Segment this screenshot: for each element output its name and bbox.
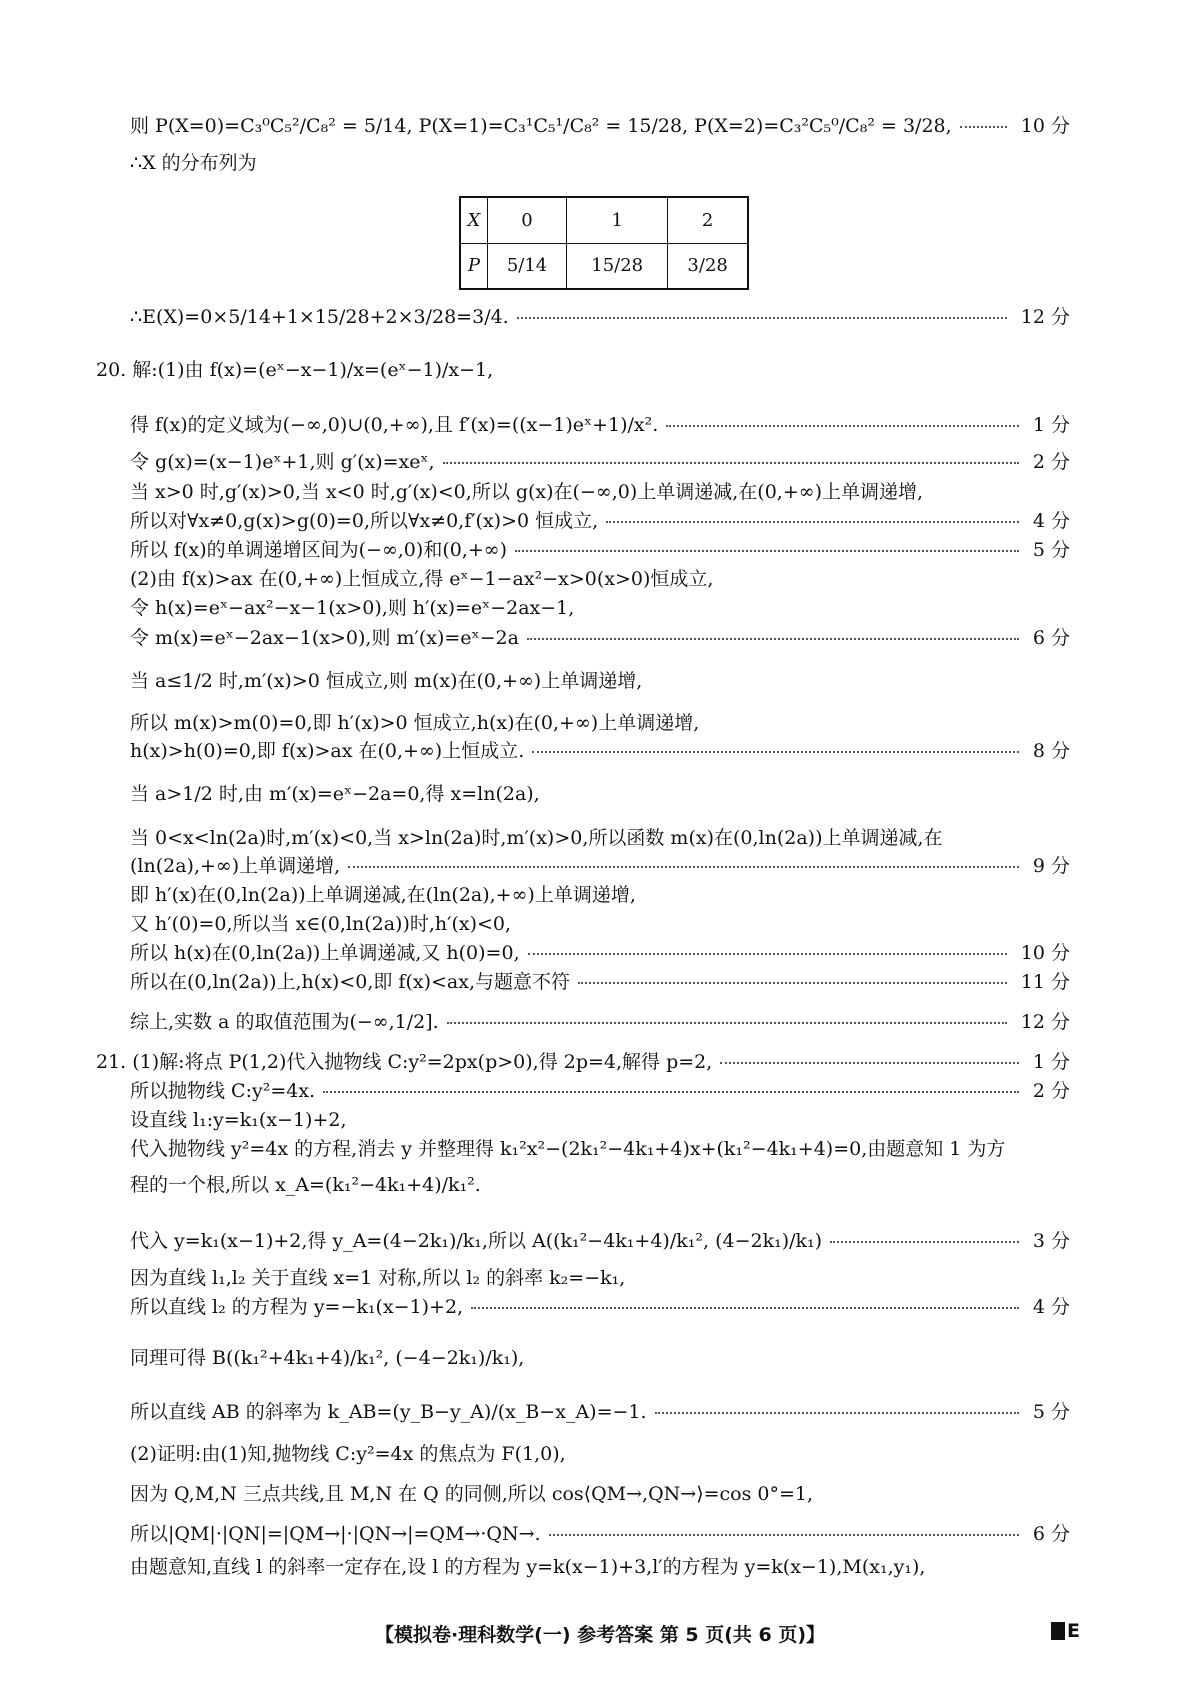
solution-line: 设直线 l₁:y=k₁(x−1)+2,	[130, 1109, 347, 1131]
table-row	[460, 197, 748, 243]
solution-line: 所以 m(x)>m(0)=0,即 h′(x)>0 恒成立,h(x)在(0,+∞)上单调递增,	[130, 712, 700, 734]
solution-line: 当 a>1/2 时,由 m′(x)=eˣ−2a=0,得 x=ln(2a),	[130, 783, 540, 805]
solution-line: 所以直线 AB 的斜率为 k_AB=(y_B−y_A)/(x_B−x_A)=−1. 5 分	[130, 1401, 1070, 1423]
solution-line: 当 0<x<ln(2a)时,m′(x)<0,当 x>ln(2a)时,m′(x)>0,所以函数 m(x)在(0,ln(2a))上单调递减,在	[130, 827, 943, 849]
leader-dots	[666, 424, 1019, 427]
solution-line: (2)由 f(x)>ax 在(0,+∞)上恒成立,得 eˣ−1−ax²−x>0(x>0)恒成立,	[130, 568, 714, 590]
solution-line: 所以直线 l₂ 的方程为 y=−k₁(x−1)+2, 4 分	[130, 1296, 1070, 1318]
solution-line: 因为直线 l₁,l₂ 关于直线 x=1 对称,所以 l₂ 的斜率 k₂=−k₁,	[130, 1267, 626, 1289]
leader-dots	[655, 1411, 1019, 1414]
leader-dots	[720, 1061, 1019, 1064]
solution-line: 综上,实数 a 的取值范围为(−∞,1/2]. 12 分	[130, 1011, 1070, 1033]
leader-dots	[960, 125, 1007, 128]
solution-line: (2)证明:由(1)知,抛物线 C:y²=4x 的焦点为 F(1,0),	[130, 1443, 566, 1465]
solution-line: ∴E(X)=0×5/14+1×15/28+2×3/28=3/4. 12 分	[130, 306, 1070, 328]
solution-line: 所以 f(x)的单调递增区间为(−∞,0)和(0,+∞) 5 分	[130, 539, 1070, 561]
solution-line: 所以抛物线 C:y²=4x. 2 分	[130, 1080, 1070, 1102]
leader-dots	[348, 865, 1019, 868]
table-cell: 0	[487, 197, 566, 243]
solution-line: 代入 y=k₁(x−1)+2,得 y_A=(4−2k₁)/k₁,所以 A((k₁²−4k₁+4)/k₁², (4−2k₁)/k₁) 3 分	[130, 1230, 1070, 1252]
solution-line: 令 g(x)=(x−1)eˣ+1,则 g′(x)=xeˣ, 2 分	[130, 451, 1070, 473]
corner-mark: E	[1051, 1620, 1080, 1642]
leader-dots	[323, 1090, 1019, 1093]
solution-line: 同理可得 B((k₁²+4k₁+4)/k₁², (−4−2k₁)/k₁),	[130, 1347, 525, 1369]
leader-dots	[830, 1240, 1019, 1243]
leader-dots	[578, 981, 1007, 984]
solution-line: 又 h′(0)=0,所以当 x∈(0,ln(2a))时,h′(x)<0,	[130, 913, 512, 935]
leader-dots	[471, 1306, 1019, 1309]
solution-line: 则 P(X=0)=C₃⁰C₅²/C₈² = 5/14, P(X=1)=C₃¹C₅¹/C₈² = 15/28, P(X=2)=C₃²C₅⁰/C₈² = 3/28, 10 分	[130, 115, 1070, 137]
solution-line: 21. (1)解:将点 P(1,2)代入抛物线 C:y²=2px(p>0),得 2p=4,解得 p=2, 1 分	[96, 1051, 1070, 1073]
solution-line: 当 a≤1/2 时,m′(x)>0 恒成立,则 m(x)在(0,+∞)上单调递增,	[130, 670, 643, 692]
solution-line: 程的一个根,所以 x_A=(k₁²−4k₁+4)/k₁².	[130, 1174, 481, 1196]
table-cell: 15/28	[567, 243, 668, 289]
table-cell: 3/28	[668, 243, 748, 289]
leader-dots	[443, 461, 1019, 464]
solution-line: 代入抛物线 y²=4x 的方程,消去 y 并整理得 k₁²x²−(2k₁²−4k₁+4)x+(k₁²−4k₁+4)=0,由题意知 1 为方	[130, 1138, 1006, 1160]
table-cell: 5/14	[487, 243, 566, 289]
leader-dots	[527, 637, 1019, 640]
leader-dots	[606, 520, 1019, 523]
solution-line: 20. 解:(1)由 f(x)=(eˣ−x−1)/x=(eˣ−1)/x−1,	[96, 359, 494, 381]
table-cell: 2	[668, 197, 748, 243]
table-cell: X	[460, 197, 487, 243]
solution-line: 由题意知,直线 l 的斜率一定存在,设 l 的方程为 y=k(x−1)+3,l′的方程为 y=k(x−1),M(x₁,y₁),	[130, 1556, 926, 1578]
solution-line: 即 h′(x)在(0,ln(2a))上单调递减,在(ln(2a),+∞)上单调递增,	[130, 884, 636, 906]
solution-line: 所以|QM|·|QN|=|QM→|·|QN→|=QM→·QN→. 6 分	[130, 1523, 1070, 1545]
solution-line: 得 f(x)的定义域为(−∞,0)∪(0,+∞),且 f′(x)=((x−1)eˣ+1)/x². 1 分	[130, 414, 1070, 436]
leader-dots	[515, 549, 1019, 552]
square-icon	[1051, 1622, 1065, 1640]
leader-dots	[549, 1533, 1019, 1536]
solution-line: 令 m(x)=eˣ−2ax−1(x>0),则 m′(x)=eˣ−2a 6 分	[130, 627, 1070, 649]
solution-line: ∴X 的分布列为	[130, 152, 257, 174]
table-row	[460, 243, 748, 289]
solution-line: h(x)>h(0)=0,即 f(x)>ax 在(0,+∞)上恒成立. 8 分	[130, 740, 1070, 762]
leader-dots	[532, 750, 1019, 753]
table-cell: 1	[567, 197, 668, 243]
leader-dots	[528, 952, 1007, 955]
solution-line: 令 h(x)=eˣ−ax²−x−1(x>0),则 h′(x)=eˣ−2ax−1,	[130, 597, 575, 619]
solution-line: 所以对∀x≠0,g(x)>g(0)=0,所以∀x≠0,f′(x)>0 恒成立, 4 分	[130, 510, 1070, 532]
table-cell: P	[460, 243, 487, 289]
solution-line: 因为 Q,M,N 三点共线,且 M,N 在 Q 的同侧,所以 cos⟨QM→,QN→⟩=cos 0°=1,	[130, 1483, 814, 1505]
solution-line: 所以 h(x)在(0,ln(2a))上单调递减,又 h(0)=0, 10 分	[130, 942, 1070, 964]
distribution-table	[459, 196, 749, 290]
page-footer: 【模拟卷·理科数学(一) 参考答案 第 5 页(共 6 页)】	[374, 1624, 826, 1646]
solution-line: 当 x>0 时,g′(x)>0,当 x<0 时,g′(x)<0,所以 g(x)在(−∞,0)上单调递减,在(0,+∞)上单调递增,	[130, 481, 924, 503]
leader-dots	[517, 316, 1007, 319]
solution-line: 所以在(0,ln(2a))上,h(x)<0,即 f(x)<ax,与题意不符 11 分	[130, 971, 1070, 993]
solution-line: (ln(2a),+∞)上单调递增, 9 分	[130, 855, 1070, 877]
leader-dots	[447, 1021, 1007, 1024]
